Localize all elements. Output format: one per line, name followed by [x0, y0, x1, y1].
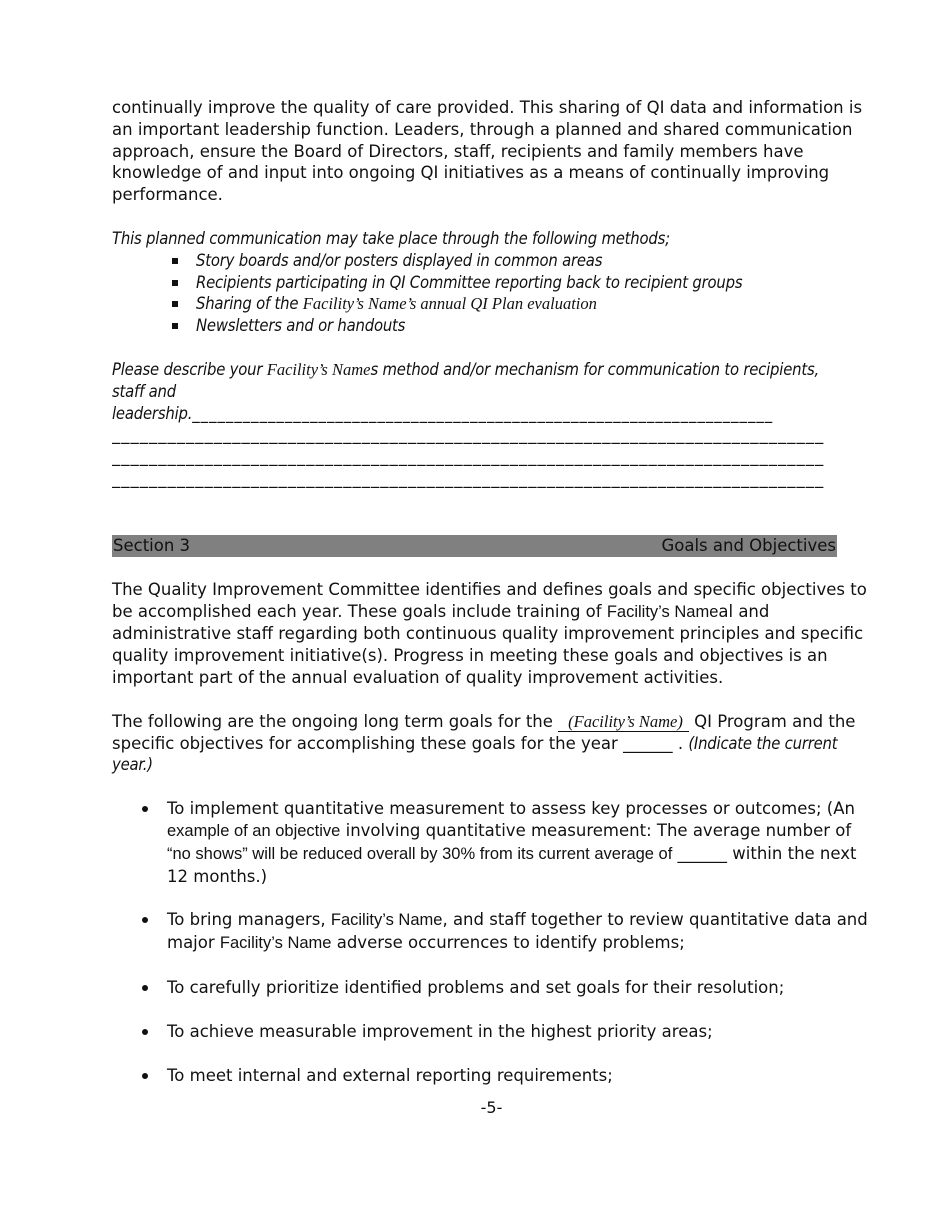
list-item: [172, 272, 872, 294]
intro-paragraph: [112, 97, 872, 206]
list-item: [167, 1021, 872, 1043]
goals-intro-paragraph: [112, 579, 872, 689]
methods-lead: This planned communication may take place through the following methods;: [112, 228, 670, 248]
paragraph-text: The Quality Improvement Committee identifies and defines goals and specific objectives to be accomplished each year. These goals include training of: [112, 579, 867, 621]
bullet-icon: [142, 806, 148, 812]
intro-line: continually improve the quality of care provided. This sharing of QI data and information is: [112, 98, 863, 117]
list-item: [167, 909, 872, 955]
goals-list: [112, 798, 872, 1086]
facility-name-placeholder: Facility’s Name: [330, 911, 443, 930]
page-number: -5-: [480, 1098, 503, 1117]
answer-blank-line[interactable]: _____________________________________________________________________________: [112, 425, 825, 445]
list-item: [172, 250, 872, 272]
paragraph-text: The following are the ongoing long term goals for the: [112, 711, 559, 731]
describe-text: Please describe your: [112, 359, 267, 379]
answer-blank-line[interactable]: _____________________________________________________________________________: [112, 468, 825, 488]
intro-line: an important leadership function. Leaders, through a planned and shared communication: [112, 119, 853, 139]
list-item: [167, 1065, 872, 1087]
describe-prompt: [112, 359, 872, 424]
describe-line: [112, 359, 872, 381]
intro-line: knowledge of and input into ongoing QI initiatives as a means of continually improving: [112, 163, 830, 183]
list-item: [172, 293, 872, 315]
goal-text: To meet internal and external reporting requirements;: [167, 1065, 613, 1085]
bullet-icon: [142, 917, 148, 923]
bullet-icon: [142, 1073, 148, 1079]
describe-text: s method and/or mechanism for communication to recipients,: [370, 359, 820, 379]
facility-name-placeholder: Facility’s Name: [219, 934, 332, 953]
goals-lead-paragraph: [112, 711, 872, 776]
list-item-text: Story boards and/or posters displayed in common areas: [196, 250, 603, 270]
goal-text: “no shows” will be reduced overall by 30% from its current average of: [167, 844, 673, 863]
facility-name-placeholder: Facility’s Name: [266, 359, 371, 379]
goal-text: To achieve measurable improvement in the highest priority areas;: [167, 1021, 713, 1041]
square-bullet-icon: [172, 301, 178, 307]
list-item: [172, 315, 872, 337]
square-bullet-icon: [172, 280, 178, 286]
describe-line: [112, 403, 872, 425]
goal-text: ______ within the next 12 months.): [167, 843, 857, 886]
answer-blank-line[interactable]: _____________________________________________________________________________: [112, 447, 825, 467]
document-page: [112, 97, 872, 1108]
section-title: Goals and Objectives: [661, 535, 836, 555]
goal-text: involving quantitative measurement: The average number of: [340, 820, 852, 840]
list-item: [167, 798, 872, 887]
list-item: [167, 977, 872, 999]
goal-text: To implement quantitative measurement to assess key processes or outcomes; (An: [167, 799, 855, 819]
section-label: Section 3: [113, 535, 191, 555]
bullet-icon: [142, 985, 148, 991]
facility-name-placeholder: Facility’s Name’s annual QI Plan evaluation: [302, 294, 597, 314]
goal-text: To bring managers,: [167, 910, 331, 930]
square-bullet-icon: [172, 323, 178, 329]
section-header-bar: [112, 535, 837, 557]
methods-list: [112, 250, 872, 337]
list-item-text: Newsletters and or handouts: [196, 316, 406, 336]
intro-line: approach, ensure the Board of Directors, staff, recipients and family members have: [112, 141, 804, 161]
facility-name-field[interactable]: (Facility’s Name): [558, 713, 689, 732]
instruction-note: (Indicate the current year.): [112, 733, 838, 775]
intro-line: performance.: [112, 185, 223, 205]
paragraph-text: QI Program and the specific objectives for accomplishing these goals for the year ______ .: [112, 711, 856, 753]
goal-text: adverse occurrences to identify problems;: [331, 933, 685, 953]
goal-text: To carefully prioritize identified problems and set goals for their resolution;: [167, 977, 785, 997]
list-item-text: Sharing of the: [196, 294, 303, 314]
describe-text: leadership.: [112, 403, 193, 423]
answer-blank-line[interactable]: _____________________________________________________________________: [192, 403, 774, 423]
facility-name-placeholder: Facility’s Name: [606, 602, 719, 621]
paragraph-text: al and administrative staff regarding both continuous quality improvement principles and specific quality improvement initiative(s). Progress in meeting these goals and objectives is an important part of the annual evaluation of quality improvement activities.: [112, 601, 864, 687]
bullet-icon: [142, 1029, 148, 1035]
goal-text: , and staff together to review quantitative data and major: [167, 910, 868, 953]
goal-text: example of an objective: [167, 821, 341, 840]
describe-line: staff and: [112, 381, 176, 401]
list-item-text: Recipients participating in QI Committee reporting back to recipient groups: [196, 272, 743, 292]
square-bullet-icon: [172, 258, 178, 264]
